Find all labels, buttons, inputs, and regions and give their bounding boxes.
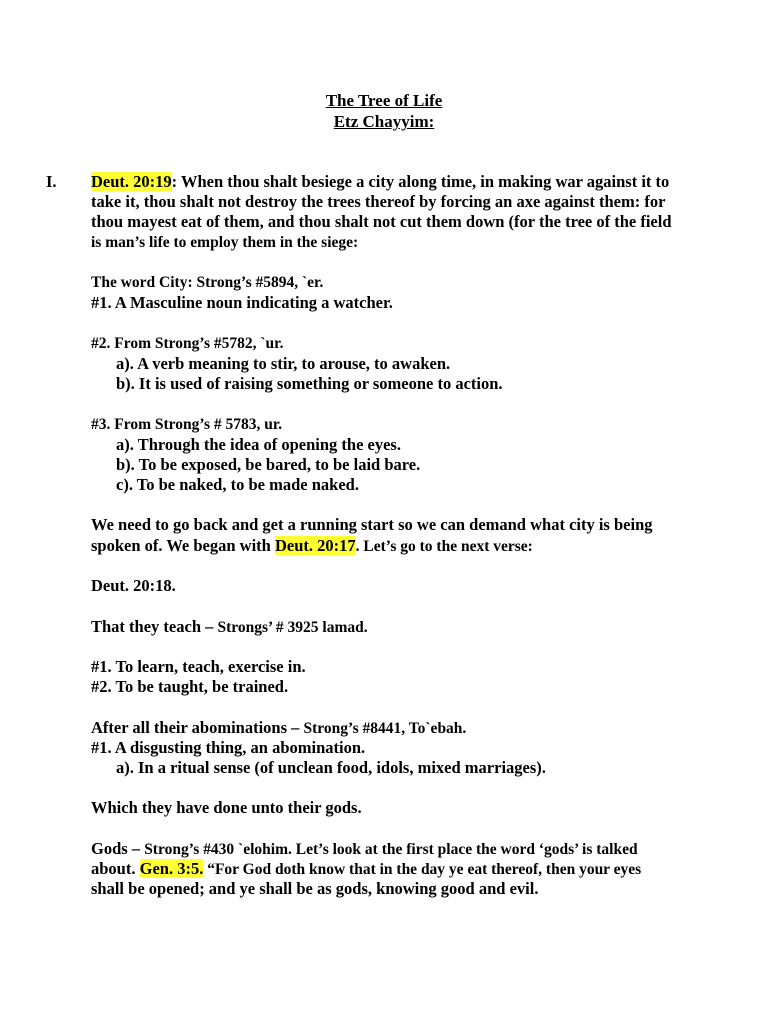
running-start-text: spoken of. We began with [91,536,275,555]
city-heading: The word City: Strong’s #5894, `er. [91,274,324,291]
city-point-2-heading: #2. From Strong’s #5782, `ur. [91,335,284,352]
city-point-1: #1. A Masculine noun indicating a watcher. [91,293,393,312]
teach-point-1: #1. To learn, teach, exercise in. [91,657,306,676]
teach-heading [91,617,368,638]
city-point-3c: c). To be naked, to be made naked. [116,475,359,494]
teach-point-2: #2. To be taught, be trained. [91,677,289,696]
teach-strongs: Strongs’ # 3925 lamad. [217,619,368,636]
abominations-point-1a: a). In a ritual sense (of unclean food, idols, mixed marriages). [116,758,546,777]
document-subtitle: Etz Chayyim: [333,112,435,131]
abominations-text: After all their abominations – [91,718,304,737]
verse-line-4: is man’s life to employ them in the siege: [91,234,359,251]
verse-line-1 [91,172,669,192]
city-point-3a: a). Through the idea of opening the eyes. [116,435,401,454]
city-point-2a: a). A verb meaning to stir, to arouse, to awaken. [116,354,451,373]
running-start-line-2 [91,536,533,557]
gods-line-2 [91,859,641,880]
scripture-reference-deut-20-17: Deut. 20:17 [274,536,356,555]
verse-text: : When thou shalt besiege a city along time, in making war against it to [171,172,670,191]
abominations-strongs: Strong’s #8441, To`ebah. [303,720,467,737]
abominations-point-1: #1. A disgusting thing, an abomination. [91,738,366,757]
gods-line-3: shall be opened; and ye shall be as gods, knowing good and evil. [91,879,539,898]
gods-text: Gods – [91,839,145,858]
city-point-2b: b). It is used of raising something or someone to action. [116,374,503,393]
abominations-heading [91,718,466,739]
city-point-3-heading: #3. From Strong’s # 5783, ur. [91,416,283,433]
which-they-have-done: Which they have done unto their gods. [91,798,362,817]
document-title: The Tree of Life [325,91,443,110]
gods-about-text: about. [91,859,140,878]
section-numeral: I. [46,172,57,191]
city-point-3b: b). To be exposed, be bared, to be laid bare. [116,455,421,474]
gods-line-1 [91,839,638,860]
gods-quote-text: “For God doth know that in the day ye eat thereof, then your eyes [203,861,642,878]
verse-line-2: take it, thou shalt not destroy the trees thereof by forcing an axe against them: for [91,192,666,211]
gods-strongs: Strong’s #430 `elohim. Let’s look at the first place the word ‘gods’ is talked [144,841,638,858]
teach-text: That they teach – [91,617,218,636]
running-start-line-1: We need to go back and get a running start so we can demand what city is being [91,515,653,534]
next-verse-text: . Let’s go to the next verse: [355,538,533,555]
deut-20-18-heading: Deut. 20:18. [91,576,176,595]
verse-line-3: thou mayest eat of them, and thou shalt not cut them down (for the tree of the field [91,212,672,231]
scripture-reference-gen-3-5: Gen. 3:5. [139,859,204,878]
scripture-reference-deut-20-19: Deut. 20:19 [91,172,172,191]
